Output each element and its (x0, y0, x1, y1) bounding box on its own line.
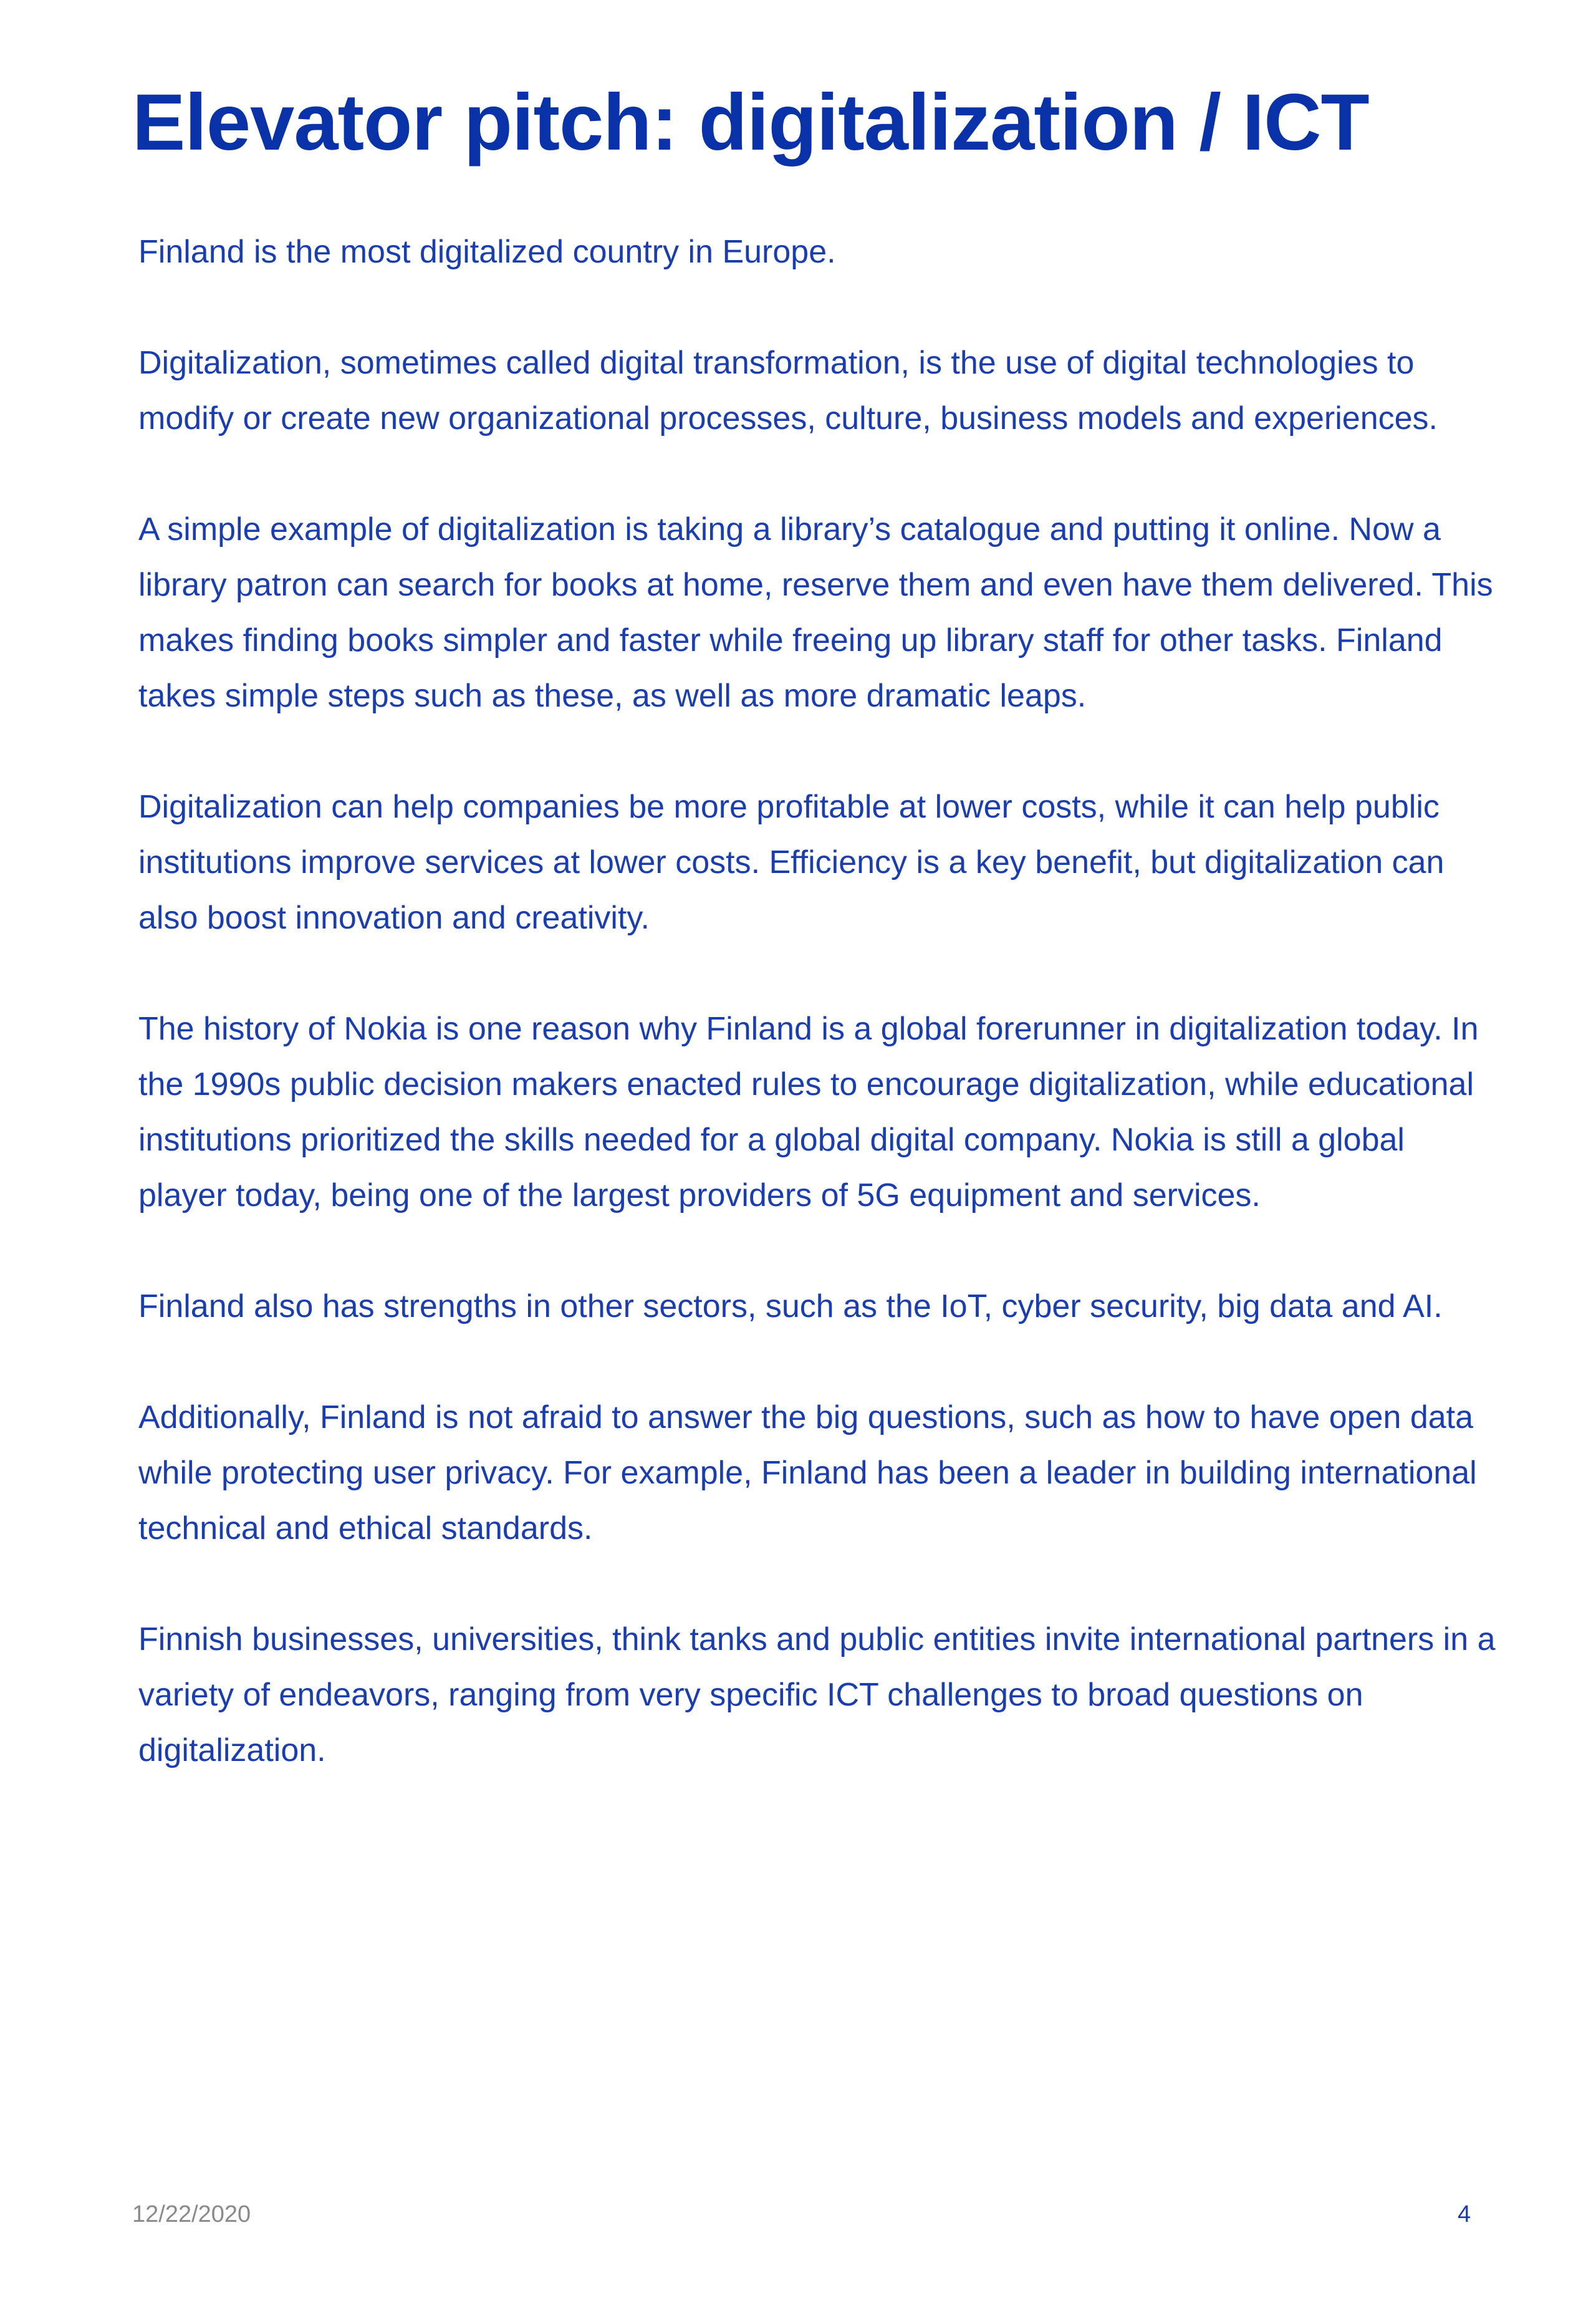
body-text (138, 224, 1497, 1834)
paragraph-partners: Finnish businesses, universities, think tanks and public entities invite international partners in a variety of endeavors, ranging from very specific ICT challenges to broad questions on digitalization. (138, 1621, 1496, 1768)
paragraph-nokia-history: The history of Nokia is one reason why Finland is a global forerunner in digitalization today. In the 1990s public decision makers enacted rules to encourage digitalization, while educational institutions prioritized the skills needed for a global digital company. Nokia is still a global player today, being one of the largest providers of 5G equipment and services. (138, 1011, 1479, 1213)
paragraph-benefits: Digitalization can help companies be more profitable at lower costs, while it can help public institutions improve services at lower costs. Efficiency is a key benefit, but digitalization can also boost innovation and creativity. (138, 789, 1445, 936)
footer-date: 12/22/2020 (132, 2201, 251, 2227)
paragraph-strengths: Finland also has strengths in other sectors, such as the IoT, cyber security, big data and AI. (138, 1288, 1443, 1324)
paragraph-library-example: A simple example of digitalization is taking a library’s catalogue and putting it online. Now a library patron can search for books at home, reserve them and even have them delivered. This makes finding books simpler and faster while freeing up library staff for other tasks. Finland takes simple steps such as these, as well as more dramatic leaps. (138, 511, 1493, 714)
paragraph-definition: Digitalization, sometimes called digital transformation, is the use of digital technologies to modify or create new organizational processes, culture, business models and experiences. (138, 345, 1438, 437)
page-title: Elevator pitch: digitalization / ICT (132, 78, 1369, 167)
paragraph-big-questions: Additionally, Finland is not afraid to answer the big questions, such as how to have open data while protecting user privacy. For example, Finland has been a leader in building international technical and ethical standards. (138, 1399, 1477, 1546)
paragraph-intro: Finland is the most digitalized country in Europe. (138, 234, 836, 270)
page-number: 4 (1458, 2201, 1471, 2227)
